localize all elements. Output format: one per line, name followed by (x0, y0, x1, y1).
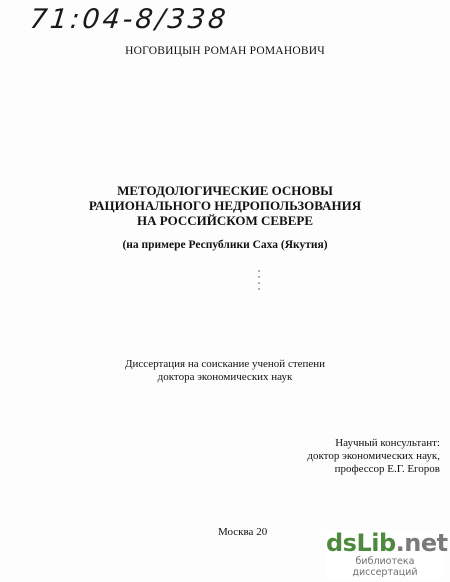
scan-specks (258, 270, 260, 292)
title-line-1: МЕТОДОЛОГИЧЕСКИЕ ОСНОВЫ (117, 183, 333, 198)
author-name: НОГОВИЦЫН РОМАН РОМАНОВИЧ (125, 45, 325, 57)
logo-part-1: dsLib (326, 529, 396, 557)
dslib-watermark[interactable] (326, 529, 448, 578)
title-line-3: НА РОССИЙСКОМ СЕВЕРЕ (136, 213, 314, 228)
city-year: Москва 20 (218, 526, 268, 538)
degree-line-2: доктора экономических наук (157, 371, 293, 383)
dissertation-title (0, 183, 450, 253)
consultant-line-3: профессор Е.Г. Егоров (334, 463, 440, 475)
degree-line-1: Диссертация на соискание ученой степени (124, 358, 326, 370)
consultant-line-1: Научный консультант: (335, 437, 440, 449)
consultant-line-2: доктор экономических наук, (307, 450, 440, 462)
scientific-consultant (290, 437, 440, 476)
handwritten-catalog-number: 71:04-8/338 (28, 4, 231, 35)
dslib-logo (326, 529, 448, 557)
logo-part-2: .net (395, 529, 448, 557)
degree-statement (0, 358, 450, 384)
watermark-subtitle: библиотека диссертаций (352, 556, 418, 578)
title-subtitle: (на примере Республики Саха (Якутия) (122, 239, 328, 251)
title-line-2: РАЦИОНАЛЬНОГО НЕДРОПОЛЬЗОВАНИЯ (88, 198, 362, 213)
